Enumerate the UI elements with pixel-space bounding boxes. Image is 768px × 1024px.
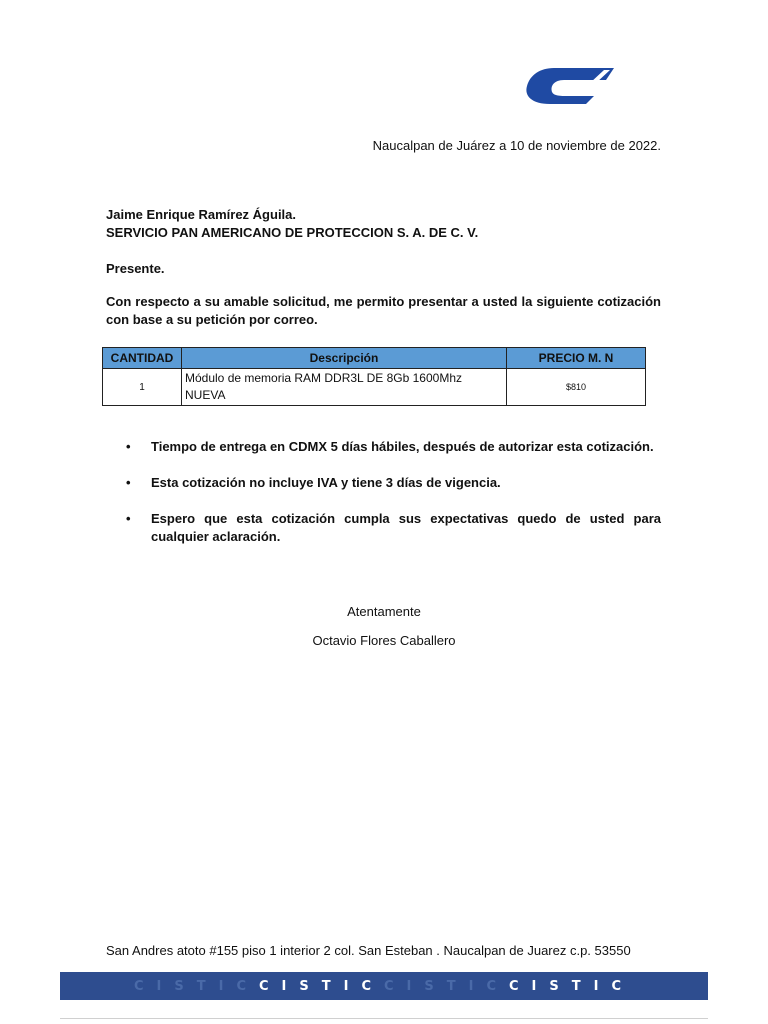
recipient-company: SERVICIO PAN AMERICANO DE PROTECCION S. A. DE C. V. bbox=[106, 225, 479, 240]
footer-brand-text: CISTIC bbox=[134, 978, 259, 994]
footer-band bbox=[60, 972, 708, 1000]
table-header-row bbox=[103, 348, 646, 369]
closing: Atentamente bbox=[347, 604, 421, 619]
conditions-list bbox=[126, 438, 661, 564]
list-item bbox=[126, 438, 661, 456]
list-item-text: Esta cotización no incluye IVA y tiene 3 días de vigencia. bbox=[151, 475, 501, 490]
footer-divider bbox=[60, 1018, 708, 1019]
header-quantity: CANTIDAD bbox=[103, 348, 182, 369]
bullet-icon: • bbox=[126, 475, 131, 490]
recipient-name: Jaime Enrique Ramírez Águila. bbox=[106, 207, 297, 222]
date-line: Naucalpan de Juárez a 10 de noviembre de 2022. bbox=[372, 138, 661, 153]
footer-brand-text: CISTIC bbox=[509, 978, 634, 994]
list-item-text: Espero que esta cotización cumpla sus expectativas quedo de usted para cualquier aclaración. bbox=[151, 511, 661, 544]
cell-quantity: 1 bbox=[103, 369, 182, 406]
list-item bbox=[126, 510, 661, 546]
footer-brand-text: CISTIC bbox=[259, 978, 384, 994]
cell-price: $810 bbox=[507, 369, 646, 406]
intro-paragraph: Con respecto a su amable solicitud, me permito presentar a usted la siguiente cotización con base a su petición por correo. bbox=[106, 294, 661, 327]
header-price: PRECIO M. N bbox=[507, 348, 646, 369]
quote-table bbox=[102, 347, 646, 406]
list-item-text: Tiempo de entrega en CDMX 5 días hábiles, después de autorizar esta cotización. bbox=[151, 439, 654, 454]
footer-address: San Andres atoto #155 piso 1 interior 2 col. San Esteban . Naucalpan de Juarez c.p. 53550 bbox=[106, 943, 631, 958]
cell-description: Módulo de memoria RAM DDR3L DE 8Gb 1600Mhz NUEVA bbox=[182, 369, 507, 406]
footer-brand-text: CISTIC bbox=[384, 978, 509, 994]
recipient-block bbox=[106, 206, 478, 242]
company-logo bbox=[524, 66, 616, 106]
bullet-icon: • bbox=[126, 439, 131, 454]
table-row bbox=[103, 369, 646, 406]
signature-name: Octavio Flores Caballero bbox=[312, 633, 456, 648]
bullet-icon: • bbox=[126, 511, 131, 526]
list-item bbox=[126, 474, 661, 492]
greeting: Presente. bbox=[106, 261, 165, 276]
header-description: Descripción bbox=[182, 348, 507, 369]
